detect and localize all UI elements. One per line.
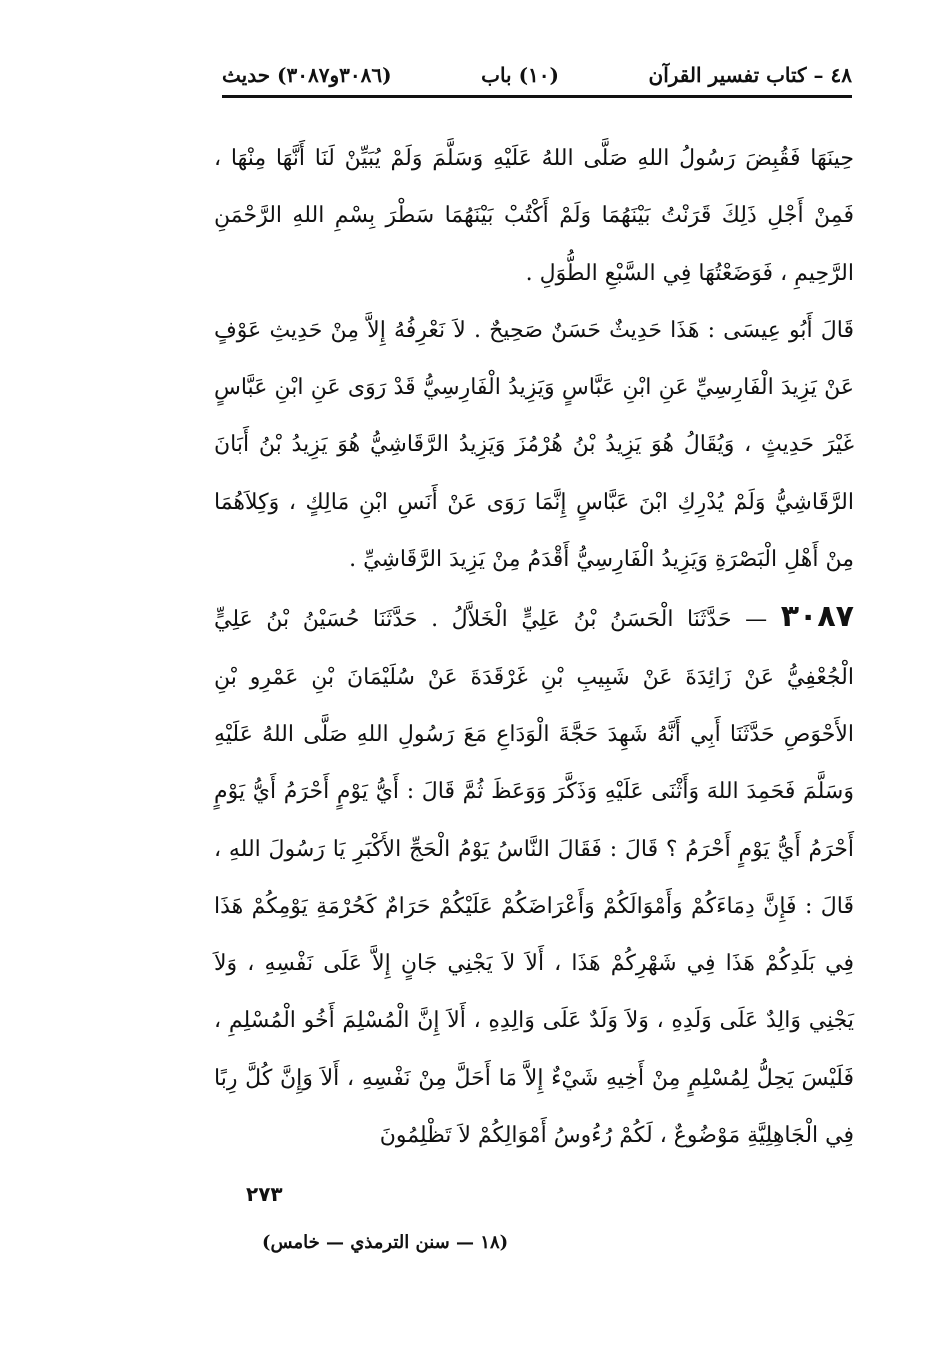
- paragraph-3: [214, 588, 854, 1164]
- printer-signature: (١٨ — سنن الترمذي — خامس): [262, 1232, 509, 1253]
- page-number: ٢٧٣: [246, 1182, 283, 1206]
- paragraph-1: حِينَهَا فَقُبِضَ رَسُولُ اللهِ صَلَّى اللهُ عَلَيْهِ وَسَلَّمَ وَلَمْ يُبَيِّنْ لَنَا أَنَّهَا مِنْهَا ، فَمِنْ أَجْلِ ذَلِكَ قَرَنْتُ بَيْنَهُمَا وَلَمْ أَكْتُبْ بَيْنَهُمَا سَطْرَ بِسْمِ اللهِ الرَّحْمَنِ الرَّحِيمِ ، فَوَضَعْتُهَا فِي السَّبْعِ الطُّوَلِ .: [214, 146, 854, 286]
- paragraph-3-text: — حَدَّثَنَا الْحَسَنُ بْنُ عَلِيٍّ الْخَلاَّلُ . حَدَّثَنَا حُسَيْنُ بْنُ عَلِيٍّ الْجُعْفِيُّ عَنْ زَائِدَةَ عَنْ شَبِيبِ بْنِ غَرْقَدَةَ عَنْ سُلَيْمَانَ بْنِ عَمْرِو بْنِ الأَحْوَصِ حَدَّثَنَا أَبِي أَنَّهُ شَهِدَ حَجَّةَ الْوَدَاعِ مَعَ رَسُولِ اللهِ صَلَّى اللهُ عَلَيْهِ وَسَلَّمَ فَحَمِدَ اللهَ وَأَثْنَى عَلَيْهِ وَذَكَّرَ وَوَعَظَ ثُمَّ قَالَ : أَيُّ يَوْمٍ أَحْرَمُ أَيُّ يَوْمٍ أَحْرَمُ أَيُّ يَوْمٍ أَحْرَمُ ؟ قَالَ : فَقَالَ النَّاسُ يَوْمُ الْحَجِّ الأَكْبَرِ يَا رَسُولَ اللهِ ، قَالَ : فَإِنَّ دِمَاءَكُمْ وَأَمْوَالَكُمْ وَأَعْرَاضَكُمْ عَلَيْكُمْ حَرَامٌ كَحُرْمَةِ يَوْمِكُمْ هَذَا فِي بَلَدِكُمْ هَذَا فِي شَهْرِكُمْ هَذَا ، أَلاَ لاَ يَجْنِي جَانٍ إِلاَّ عَلَى نَفْسِهِ ، وَلاَ يَجْنِي وَالِدٌ عَلَى وَلَدِهِ ، وَلاَ وَلَدٌ عَلَى وَالِدِهِ ، أَلاَ إِنَّ الْمُسْلِمَ أَخُو الْمُسْلِمِ ، فَلَيْسَ يَحِلُّ لِمُسْلِمٍ مِنْ أَخِيهِ شَيْءٌ إِلاَّ مَا أَحَلَّ مِنْ نَفْسِهِ ، أَلاَ وَإِنَّ كُلَّ رِبًا فِي الْجَاهِلِيَّةِ مَوْضُوعٌ ، لَكُمْ رُءُوسُ أَمْوَالِكُمْ لاَ تَظْلِمُونَ: [214, 607, 854, 1149]
- main-text: [214, 130, 854, 1164]
- running-head-book-title: ٤٨ – كتاب تفسير القرآن: [648, 63, 852, 87]
- running-head: [222, 58, 852, 92]
- hadith-number: ٣٠٨٧: [780, 599, 854, 635]
- running-head-hadith-range: (٣٠٨٦و٣٠٨٧) حديث: [222, 63, 392, 87]
- paragraph-2: قَالَ أَبُو عِيسَى : هَذَا حَدِيثٌ حَسَنٌ صَحِيحٌ . لاَ نَعْرِفُهُ إِلاَّ مِنْ حَدِيثِ عَوْفٍ عَنْ يَزِيدَ الْفَارِسِيِّ عَنِ ابْنِ عَبَّاسٍ وَيَزِيدُ الْفَارِسِيُّ قَدْ رَوَى عَنِ ابْنِ عَبَّاسٍ غَيْرَ حَدِيثٍ ، وَيُقَالُ هُوَ يَزِيدُ بْنُ هُرْمُزَ وَيَزِيدُ الرَّقَاشِيُّ هُوَ يَزِيدُ بْنُ أَبَانَ الرَّقَاشِيُّ وَلَمْ يُدْرِكِ ابْنَ عَبَّاسٍ إِنَّمَا رَوَى عَنْ أَنَسِ ابْنِ مَالِكٍ ، وَكِلاَهُمَا مِنْ أَهْلِ الْبَصْرَةِ وَيَزِيدُ الْفَارِسِيُّ أَقْدَمُ مِنْ يَزِيدَ الرَّقَاشِيِّ .: [214, 317, 854, 573]
- running-head-chapter: (١٠) باب: [481, 63, 559, 87]
- header-rule: [222, 95, 852, 98]
